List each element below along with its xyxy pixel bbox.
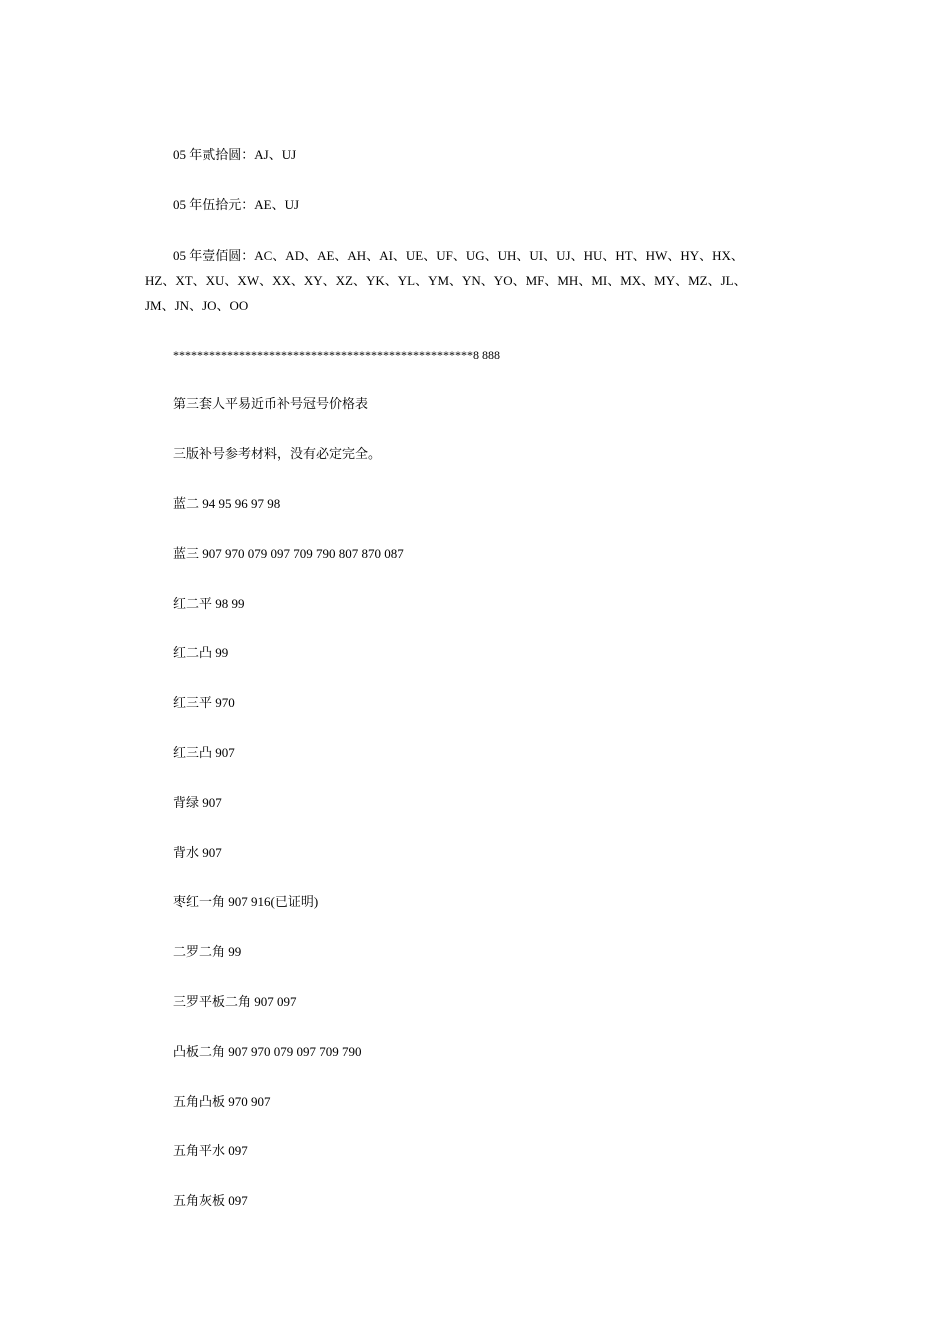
text-line: 05 年伍拾元：AE、UJ bbox=[173, 197, 300, 212]
list-item: 五角灰板 097 bbox=[173, 1193, 248, 1208]
separator-line: **************************************************8 888 bbox=[173, 348, 500, 362]
list-item: 凸板二角 907 970 079 097 709 790 bbox=[173, 1044, 362, 1059]
section-title: 第三套人平易近币补号冠号价格表 bbox=[173, 396, 369, 411]
text-line: 三版补号参考材料，没有必定完全。 bbox=[173, 446, 382, 461]
list-item: 蓝二 94 95 96 97 98 bbox=[173, 496, 281, 511]
text-line: 05 年壹佰圆：AC、AD、AE、AH、AI、UE、UF、UG、UH、UI、UJ、HU、HT、HW、HY、HX、 bbox=[173, 248, 744, 263]
list-item: 红三平 970 bbox=[173, 695, 235, 710]
text-line: 05 年贰拾圆：AJ、UJ bbox=[173, 147, 297, 162]
list-item: 三罗平板二角 907 097 bbox=[173, 994, 297, 1009]
list-item: 背绿 907 bbox=[173, 795, 222, 810]
text-line: HZ、XT、XU、XW、XX、XY、XZ、YK、YL、YM、YN、YO、MF、MH、MI、MX、MY、MZ、JL、 bbox=[145, 273, 747, 288]
list-item: 枣红一角 907 916(已证明) bbox=[173, 894, 319, 909]
list-item: 五角凸板 970 907 bbox=[173, 1094, 271, 1109]
list-item: 红三凸 907 bbox=[173, 745, 235, 760]
list-item: 五角平水 097 bbox=[173, 1143, 248, 1158]
list-item: 红二凸 99 bbox=[173, 645, 229, 660]
paragraph-100-yuan bbox=[145, 243, 815, 318]
list-item: 红二平 98 99 bbox=[173, 596, 245, 611]
list-item: 二罗二角 99 bbox=[173, 944, 242, 959]
list-item: 背水 907 bbox=[173, 845, 222, 860]
list-item: 蓝三 907 970 079 097 709 790 807 870 087 bbox=[173, 546, 404, 561]
text-line: JM、JN、JO、OO bbox=[145, 298, 249, 313]
